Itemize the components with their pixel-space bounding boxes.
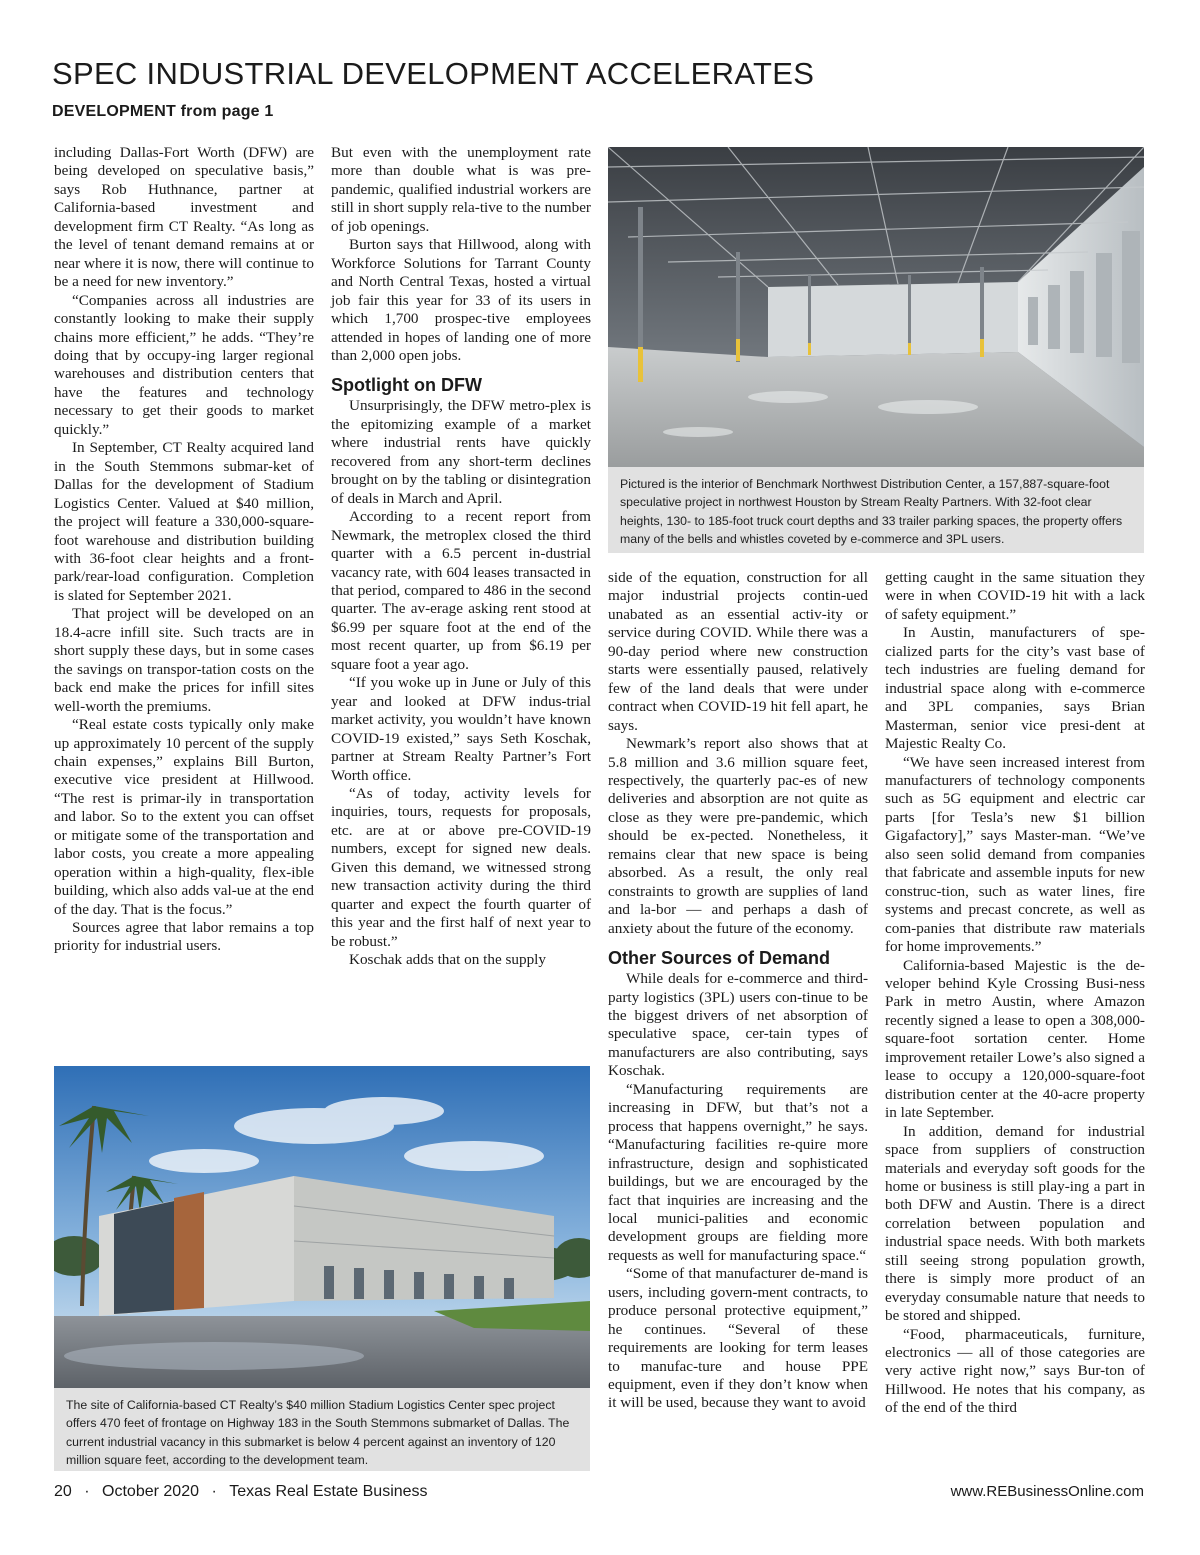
- paragraph: “Real estate costs typically only make up approximately 10 percent of the supply chain expenses,” explains Bill Burton, executive vice president at Hillwood. “The rest is primar-ily in transportation and labor. So to the extent you can offset or mitigate some of the transportation and labor costs, you create a more appealing operation within a high-quality, flex-ible building, which also adds val-ue at the end of the day. That is the focus.”: [54, 716, 314, 918]
- article-column-4: [885, 569, 1145, 1418]
- paragraph: “We have seen increased interest from manufacturers of technology components such as 5G equipment and electric car parts [for Tesla’s new $1 billion Gigafactory],” says Master-man. “We’ve also seen solid demand from companies that fabricate and assemble inputs for new construc-tion, such as water lines, fire systems and precast concrete, as well as com-panies that distribute raw materials for home improvements.”: [885, 753, 1145, 956]
- publication-name: Texas Real Estate Business: [229, 1483, 428, 1500]
- paragraph: side of the equation, construction for all major industrial projects contin-ued unabated as an essential activ-ity or service during COVID. While there was a 90-day period where new construction starts were essentially paused, relatively few of the land deals that were under contract when COVID-19 hit fell apart, he says.: [608, 569, 868, 734]
- paragraph: Unsurprisingly, the DFW metro-plex is the epitomizing example of a market where industrial rents have quickly recovered from any short-term declines brought on by the tabling or disintegration of deals in March and April.: [331, 397, 591, 507]
- paragraph: Sources agree that labor remains a top priority for industrial users.: [54, 919, 314, 955]
- paragraph: While deals for e-commerce and third-party logistics (3PL) users con-tinue to be the biggest drivers of net absorption of speculative space, cer-tain types of manufacturers are also contributing, says Koschak.: [608, 970, 868, 1080]
- paragraph: Koschak adds that on the supply: [349, 951, 546, 969]
- paragraph: Newmark’s report also shows that at 5.8 million and 3.6 million square feet, respectively, the quarterly pac-es of new deliveries and absorption are not quite as close as they were pre-pandemic, which should be ex-pected. Nonetheless, it remains clear that new space is being absorbed. As a result, the only real constraints to growth are supplies of land and la-bor — and perhaps a dash of anxiety about the future of the economy.: [608, 735, 868, 937]
- paragraph: In September, CT Realty acquired land in the South Stemmons submar-ket of Dallas for the development of Stadium Logistics Center. Valued at $40 million, the project will feature a 330,000-square-foot warehouse and distribution building with 36-foot clear heights and a front-park/rear-load configuration. Completion is slated for September 2021.: [54, 439, 314, 604]
- website-link[interactable]: www.REBusinessOnline.com: [950, 1483, 1144, 1500]
- building-photo-caption: The site of California-based CT Realty’s $40 million Stadium Logistics Center spec project offers 470 feet of frontage on Highway 183 in the South Stemmons submarket of Dallas. The current industrial vacancy in this submarket is below 4 percent against an inventory of 120 million square feet, according to the development team.: [54, 1388, 590, 1471]
- paragraph: In addition, demand for industrial space from suppliers of construction materials and everyday soft goods for the home or business is still play-ing a part in both DFW and Austin. There is a direct correlation between population and industrial space needs. With both markets still seeing strong population growth, there is simply more product of an everyday consumable nature that needs to be stored and shipped.: [885, 1122, 1145, 1325]
- footer-separator: ·: [84, 1483, 90, 1500]
- paragraph: “Manufacturing requirements are increasing in DFW, but that’s not a process that happens overnight,” he says. “Manufacturing facilities re-quire more infrastructure, design and sophisticated buildings, but we are encouraged by the fact that inquiries are increasing and the local munici-palities and economic development groups are fielding more requests as well for manufacturing space.“: [608, 1080, 868, 1264]
- subhead-spotlight-dfw: Spotlight on DFW: [331, 375, 482, 396]
- paragraph: getting caught in the same situation they were in when COVID-19 hit with a lack of safety equipment.”: [885, 569, 1145, 623]
- warehouse-photo-caption: Pictured is the interior of Benchmark Northwest Distribution Center, a 157,887-square-foot speculative project in northwest Houston by Stream Realty Partners. With 32-foot clear heights, 130- to 185-foot truck court depths and 33 trailer parking spaces, the property offers many of the bells and whistles coveted by e-commerce and 3PL users.: [608, 467, 1144, 553]
- article-column-1: [54, 144, 314, 956]
- paragraph: including Dallas-Fort Worth (DFW) are being developed on speculative basis,” says Rob Huthnance, partner at California-based investment and development firm CT Realty. “As long as the level of tenant demand remains at or near where it is now, there will continue to be a need for new inventory.”: [54, 144, 314, 291]
- paragraph: Burton says that Hillwood, along with Workforce Solutions for Tarrant County and North Central Texas, hosted a virtual job fair this year for 33 of its users in which 1,700 prospec-tive employees attended in hopes of landing one of more than 2,000 open jobs.: [331, 236, 591, 364]
- page-number: 20: [54, 1483, 72, 1500]
- jump-line: DEVELOPMENT from page 1: [52, 103, 274, 120]
- paragraph: California-based Majestic is the de-veloper behind Kyle Crossing Busi-ness Park in metro Austin, where Amazon recently signed a lease to open a 308,000-square-foot sortation center. Home improvement retailer Lowe’s also signed a lease to occupy a 120,000-square-foot distribution center at the 40-acre property in late September.: [885, 956, 1145, 1122]
- issue-date: October 2020: [102, 1483, 199, 1500]
- paragraph: “Food, pharmaceuticals, furniture, electronics — all of those categories are very active right now,” says Bur-ton of Hillwood. He notes that his company, as of the end of the third: [885, 1325, 1145, 1417]
- paragraph: But even with the unemployment rate more than double what is was pre-pandemic, qualified industrial workers are still in short supply rela-tive to the number of job openings.: [331, 144, 591, 235]
- paragraph: “If you woke up in June or July of this year and looked at DFW indus-trial market activity, you wouldn’t have known COVID-19 existed,” says Seth Koschak, partner at Stream Realty Partner’s Fort Worth office.: [331, 674, 591, 784]
- building-rendering-photo: [54, 1066, 590, 1388]
- subhead-other-sources: Other Sources of Demand: [608, 948, 831, 969]
- paragraph: That project will be developed on an 18.4-acre infill site. Such tracts are in short supply these days, but in some cases the savings on transpor-tation costs on the back end make the prices for infill sites well-worth the premiums.: [54, 605, 314, 715]
- paragraph: “Some of that manufacturer de-mand is users, including govern-ment contracts, to produce personal protective equipment,” he continues. “Several of these requirements are looking for term leases to manufac-ture and house PPE equipment, even if they don’t know when it will be used, because they want to avoid: [608, 1265, 868, 1412]
- page-headline: SPEC INDUSTRIAL DEVELOPMENT ACCELERATES: [52, 56, 815, 91]
- article-column-3: [608, 569, 868, 1413]
- paragraph: “As of today, activity levels for inquiries, tours, requests for proposals, etc. are at or above pre-COVID-19 numbers, except for signed new deals. Given this demand, we witnessed strong new transaction activity during the third quarter and expect the fourth quarter of this year and the first half of next year to be robust.”: [331, 784, 591, 950]
- article-column-2: [331, 144, 591, 969]
- paragraph: According to a recent report from Newmark, the metroplex closed the third quarter with a 6.5 percent in-dustrial vacancy rate, with 604 leases transacted in that period, compared to 486 in the second quarter. The av-erage asking rent stood at $6.99 per square foot at the end of the most recent quarter, up from $6.19 per square foot a year ago.: [331, 508, 591, 673]
- page-footer-left: [54, 1483, 428, 1501]
- footer-separator: ·: [211, 1483, 217, 1500]
- warehouse-interior-photo: [608, 147, 1144, 467]
- paragraph: In Austin, manufacturers of spe-cialized parts for the city’s vast base of tech industries are fueling demand for industrial space along with e-commerce and 3PL companies, says Brian Masterman, senior vice presi-dent at Majestic Realty Co.: [885, 624, 1145, 753]
- paragraph: “Companies across all industries are constantly looking to make their supply chains more efficient,” he adds. “They’re doing that by occupy-ing larger regional warehouses and distribution centers that have the features and technology necessary to get their goods to market quickly.”: [54, 291, 314, 438]
